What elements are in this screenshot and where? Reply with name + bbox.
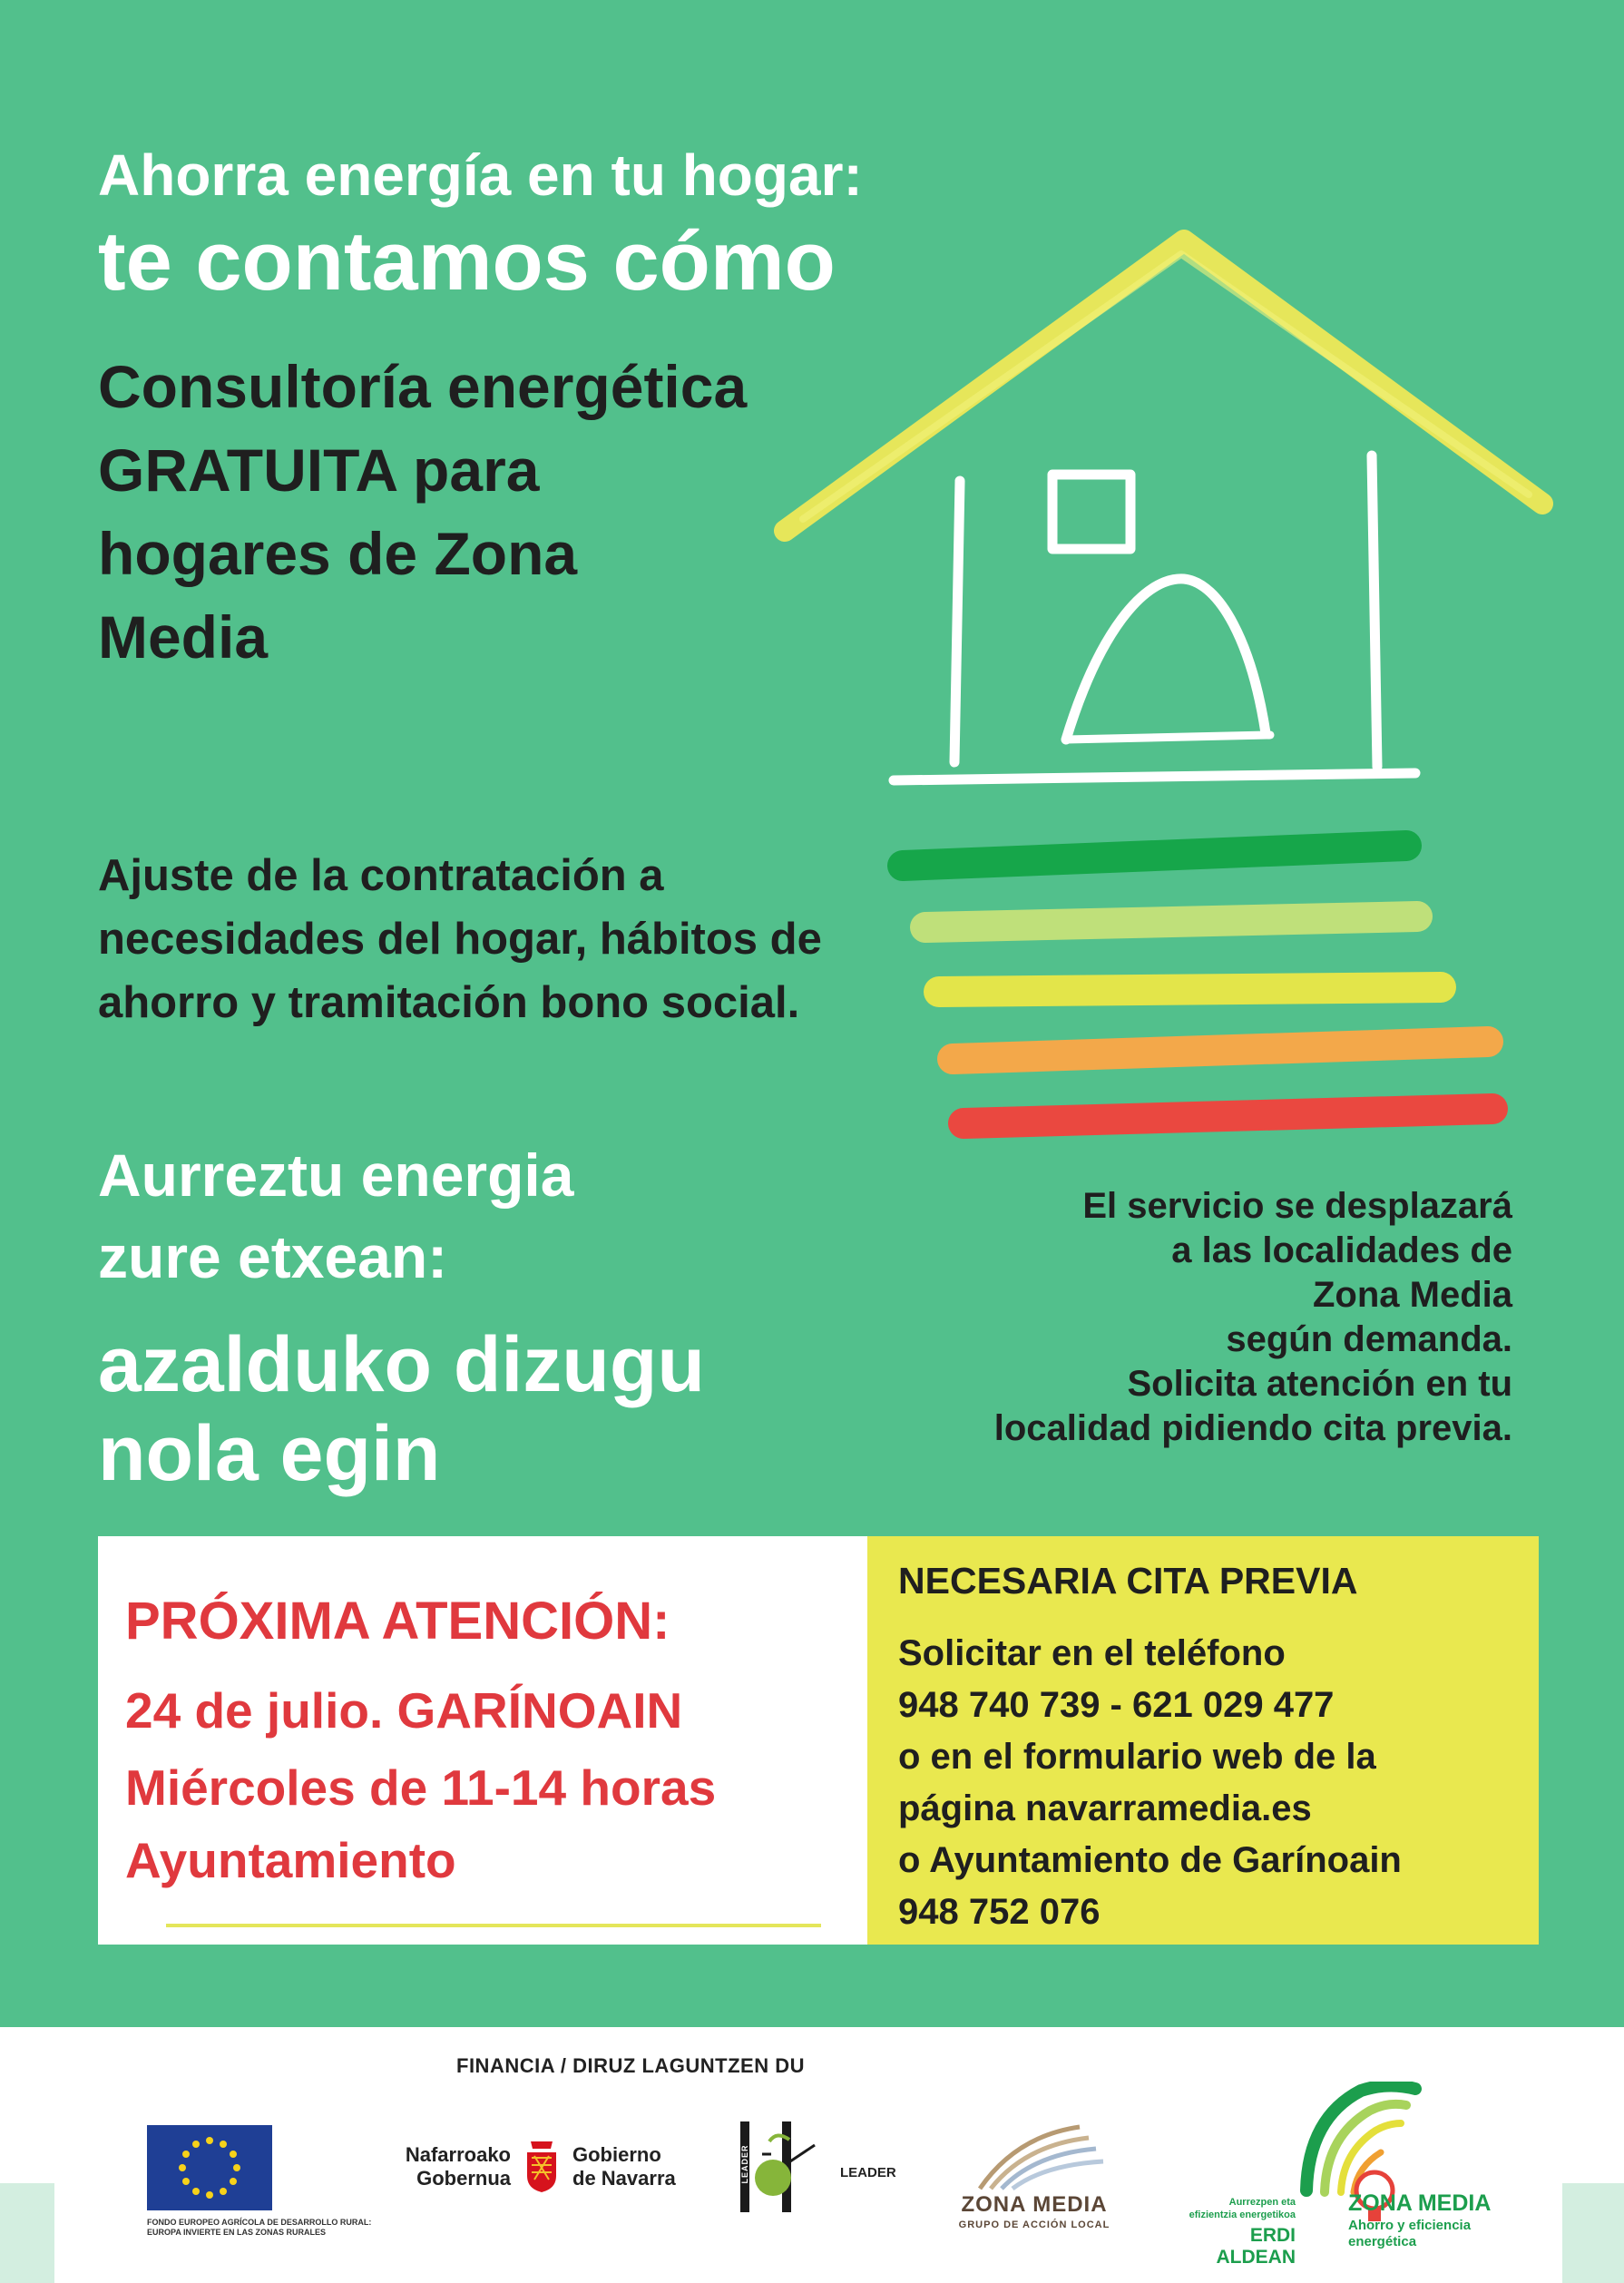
service-line: según demanda.: [1226, 1319, 1512, 1359]
headline-line2: te contamos cómo: [98, 215, 836, 308]
zona-media-energy-logo: [1170, 2082, 1551, 2268]
leader-vertical-label: LEADER: [740, 2144, 749, 2184]
house-illustration: [762, 218, 1560, 1161]
leader-label: LEADER: [840, 2165, 896, 2180]
next-attention-title: PRÓXIMA ATENCIÓN:: [125, 1592, 670, 1651]
house-floor: [894, 773, 1415, 780]
next-attention-place: Ayuntamiento: [125, 1832, 456, 1888]
navarra-basque-name: Nafarroako Gobernua: [405, 2143, 511, 2190]
service-note: [823, 1184, 1512, 1451]
corner-decoration: [0, 2183, 54, 2283]
divider: [166, 1924, 821, 1927]
headline-line1: Ahorra energía en tu hogar:: [98, 142, 863, 208]
energy-bar-e: [964, 1109, 1492, 1123]
zona-media-energy-name: ZONA MEDIA: [1348, 2190, 1492, 2216]
energy-bar-a: [903, 846, 1406, 866]
house-wall-right: [1372, 456, 1377, 767]
zona-media-waves-icon: [944, 2118, 1125, 2190]
zona-media-gal-subtitle: GRUPO DE ACCIÓN LOCAL: [958, 2219, 1110, 2230]
zona-media-energy-subtitle: Ahorro y eficiencia energética: [1348, 2218, 1472, 2249]
financing-label: FINANCIA / DIRUZ LAGUNTZEN DU: [456, 2054, 805, 2077]
footer: [0, 2027, 1624, 2283]
appointment-web[interactable]: página navarramedia.es: [898, 1788, 1312, 1828]
consultancy-description: Ajuste de la contratación a necesidades del hogar, hábitos de ahorro y tramitación bono social.: [98, 851, 822, 1027]
navarra-spanish-name: Gobierno de Navarra: [572, 2143, 676, 2190]
basque-subheadline: [98, 1320, 705, 1498]
appointment-town-phone[interactable]: 948 752 076: [898, 1892, 1101, 1932]
appointment-title: NECESARIA CITA PREVIA: [898, 1560, 1358, 1602]
next-attention-date: 24 de julio. GARÍNOAIN: [125, 1682, 683, 1739]
leader-logo: [735, 2118, 916, 2218]
energy-bar-b: [925, 916, 1417, 927]
consultancy-title: Consultoría energética GRATUITA para hogares de Zona Media: [98, 353, 748, 671]
basque-line4: nola egin: [98, 1410, 441, 1497]
leader-emblem-icon: [735, 2118, 840, 2218]
house-window: [1052, 475, 1130, 549]
erdi-aldean-name: ERDI ALDEAN: [1216, 2225, 1296, 2268]
service-line: Solicita atención en tu: [1127, 1364, 1512, 1404]
next-attention-box: [98, 1536, 867, 1945]
next-attention-hours: Miércoles de 11-14 horas: [125, 1759, 717, 1816]
appointment-phones[interactable]: 948 740 739 - 621 029 477: [898, 1685, 1335, 1725]
zona-media-gal-name: ZONA MEDIA: [961, 2192, 1108, 2217]
eu-logo: [147, 2125, 372, 2237]
basque-line2: zure etxean:: [98, 1223, 448, 1290]
house-roof: [785, 240, 1542, 531]
house-wall-left: [954, 481, 960, 762]
service-line: El servicio se desplazará: [1082, 1186, 1512, 1226]
navarra-shield-icon: [523, 2136, 560, 2194]
basque-headline: [98, 1134, 573, 1298]
appointment-box: [867, 1536, 1539, 1945]
eu-caption-1: FONDO EUROPEO AGRÍCOLA DE DESARROLLO RURAL:: [147, 2218, 372, 2227]
energy-bar-c: [939, 987, 1441, 992]
energy-bar-d: [953, 1042, 1488, 1059]
basque-line1: Aurreztu energia: [98, 1142, 574, 1209]
service-line: Zona Media: [1312, 1275, 1512, 1315]
appointment-line: o Ayuntamiento de Garínoain: [898, 1840, 1402, 1880]
service-line: a las localidades de: [1171, 1230, 1512, 1270]
corner-decoration: [1562, 2183, 1624, 2283]
house-door: [1066, 579, 1266, 740]
erdi-aldean-caption: Aurrezpen eta efizientzia energetikoa: [1189, 2197, 1296, 2220]
eu-caption-2: EUROPA INVIERTE EN LAS ZONAS RURALES: [147, 2228, 327, 2237]
appointment-line: Solicitar en el teléfono: [898, 1633, 1286, 1673]
zona-media-gal-logo: [944, 2118, 1125, 2245]
basque-line3: azalduko dizugu: [98, 1321, 705, 1408]
navarra-government-logo: [395, 2136, 703, 2200]
service-line: localidad pidiendo cita previa.: [993, 1408, 1512, 1448]
appointment-line: o en el formulario web de la: [898, 1737, 1376, 1777]
eu-flag-icon: [147, 2125, 272, 2210]
